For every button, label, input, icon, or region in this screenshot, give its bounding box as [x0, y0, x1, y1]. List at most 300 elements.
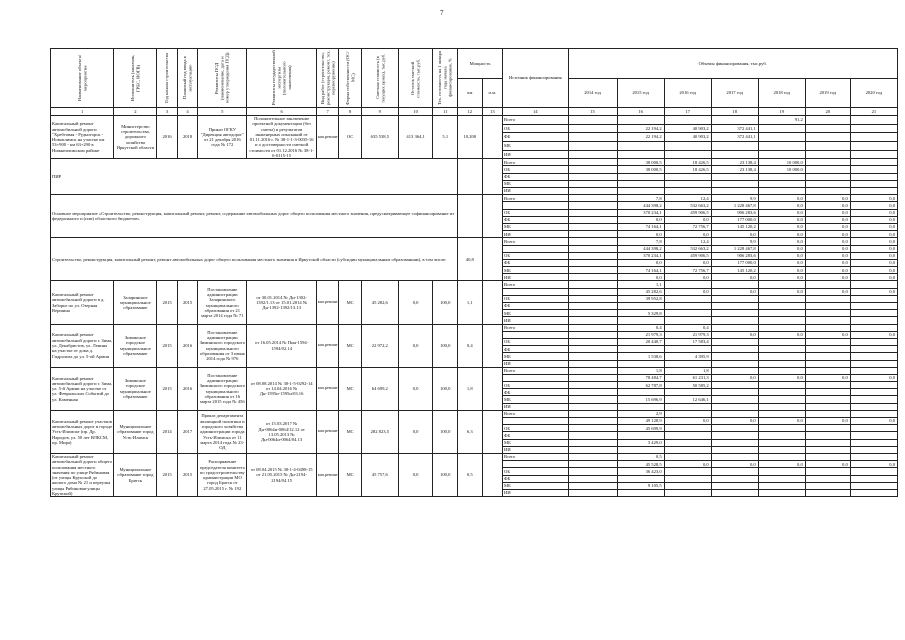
- header-year-2019: 2019 год: [805, 78, 850, 108]
- ownership-cell: МС: [339, 410, 362, 453]
- amount-cell: [758, 439, 805, 446]
- work-type-cell: кап.ремонт: [316, 281, 339, 324]
- amount-cell: 0,0: [664, 274, 711, 281]
- amount-cell: [805, 410, 850, 417]
- amount-cell: 0,0: [617, 259, 664, 266]
- amount-cell: [850, 453, 897, 460]
- amount-cell: [711, 116, 758, 125]
- km-cell: [458, 159, 483, 195]
- amount-cell: [758, 432, 805, 439]
- table-row: [51, 324, 898, 331]
- amount-cell: [850, 489, 897, 496]
- work-type-cell: кап.ремонт: [316, 453, 339, 496]
- km-cell: 6,3: [458, 410, 483, 453]
- amount-cell: 7,8: [617, 238, 664, 245]
- funding-source: МБ: [503, 439, 568, 446]
- amount-cell: 0,0: [617, 274, 664, 281]
- amount-cell: 40 903,2: [664, 133, 711, 142]
- amount-cell: [805, 468, 850, 475]
- column-number: 15: [568, 108, 617, 116]
- amount-cell: 0,0: [850, 331, 897, 338]
- funding-source: МБ: [503, 141, 568, 150]
- funding-source: ОБ: [503, 382, 568, 389]
- amount-cell: [568, 231, 617, 238]
- funding-source: [503, 374, 568, 381]
- amount-cell: 0,0: [664, 259, 711, 266]
- amount-cell: 0,0: [758, 418, 805, 425]
- amount-cell: [711, 403, 758, 410]
- funding-source: ФБ: [503, 133, 568, 142]
- amount-cell: [617, 188, 664, 195]
- amount-cell: [805, 150, 850, 159]
- amount-cell: [568, 252, 617, 259]
- funding-source: [503, 331, 568, 338]
- amount-cell: 62 787,8: [617, 382, 664, 389]
- funding-source: ИИ: [503, 360, 568, 367]
- amount-cell: 9,9: [711, 238, 758, 245]
- psd-cell: Приказ ОГКУ "Дирекция автодорог" от 21 декабря 2016 года № 172: [198, 116, 247, 159]
- funding-source: ИИ: [503, 150, 568, 159]
- amount-cell: [711, 317, 758, 324]
- column-number: 8: [339, 108, 362, 116]
- amount-cell: [711, 439, 758, 446]
- header-year-2018: 2018 год: [758, 78, 805, 108]
- remaining-cell: 0,0: [398, 324, 433, 367]
- header-name: Наименование объекта/мероприятия: [51, 49, 114, 108]
- amount-cell: 91,2: [758, 116, 805, 125]
- amount-cell: 50 585,2: [664, 382, 711, 389]
- header-pm: п.м.: [482, 78, 502, 108]
- funding-source: МБ: [503, 223, 568, 230]
- amount-cell: 38 000,5: [617, 159, 664, 166]
- executor-cell: Муниципальное образование город Братск: [114, 453, 157, 496]
- cost-cell: 45 282,6: [361, 281, 398, 324]
- amount-cell: [568, 461, 617, 468]
- amount-cell: 444 398,2: [617, 245, 664, 252]
- remaining-cell: 413 364,1: [398, 116, 433, 159]
- amount-cell: [850, 468, 897, 475]
- amount-cell: [850, 133, 897, 142]
- amount-cell: [850, 367, 897, 374]
- column-number: 9: [361, 108, 398, 116]
- amount-cell: [664, 475, 711, 482]
- header-remaining: Остаток сметной стоимости, тыс.руб.: [398, 49, 433, 108]
- amount-cell: [805, 188, 850, 195]
- amount-cell: 0,0: [805, 245, 850, 252]
- amount-cell: 23 138,4: [711, 159, 758, 166]
- amount-cell: [805, 303, 850, 310]
- funding-source: ФБ: [503, 259, 568, 266]
- funding-source: МБ: [503, 180, 568, 187]
- amount-cell: [568, 274, 617, 281]
- amount-cell: 0,0: [758, 267, 805, 274]
- amount-cell: [805, 439, 850, 446]
- amount-cell: 2,9: [617, 410, 664, 417]
- amount-cell: [850, 295, 897, 302]
- expertise-cell: от 08.04.2015 № 38-1-4-0498-15 от 21.05.2015 № Дн-2194-2194/04.15: [247, 453, 317, 496]
- amount-cell: [617, 489, 664, 496]
- amount-cell: [568, 216, 617, 223]
- amount-cell: [711, 346, 758, 353]
- amount-cell: 0,0: [758, 245, 805, 252]
- amount-cell: 1,8: [617, 367, 664, 374]
- funding-source: ОБ: [503, 209, 568, 216]
- amount-cell: [758, 295, 805, 302]
- table-body: [51, 116, 898, 497]
- amount-cell: [664, 489, 711, 496]
- km-cell: 40,8: [458, 238, 483, 281]
- amount-cell: [805, 281, 850, 288]
- amount-cell: 0,0: [850, 202, 897, 209]
- amount-cell: 0,0: [850, 209, 897, 216]
- amount-cell: [850, 403, 897, 410]
- amount-cell: [758, 141, 805, 150]
- start-year-cell: 2015: [157, 281, 177, 324]
- end-year-cell: 2016: [177, 367, 197, 410]
- ownership-cell: ОС: [339, 116, 362, 159]
- amount-cell: [568, 439, 617, 446]
- amount-cell: [850, 303, 897, 310]
- funding-source: ОБ: [503, 468, 568, 475]
- amount-cell: 0,0: [758, 195, 805, 202]
- amount-cell: 0,0: [850, 461, 897, 468]
- amount-cell: [805, 124, 850, 133]
- amount-cell: [711, 432, 758, 439]
- column-number: 16: [617, 108, 664, 116]
- amount-cell: [568, 482, 617, 489]
- amount-cell: [758, 124, 805, 133]
- amount-cell: [805, 159, 850, 166]
- amount-cell: [758, 382, 805, 389]
- amount-cell: [617, 346, 664, 353]
- amount-cell: [568, 281, 617, 288]
- amount-cell: [664, 317, 711, 324]
- object-name: Капитальный ремонт автомобильной дороги в д. Заборье по ул. Озерная Вершина: [51, 281, 114, 324]
- amount-cell: [850, 150, 897, 159]
- amount-cell: 0,0: [664, 216, 711, 223]
- amount-cell: [805, 173, 850, 180]
- header-year-2016: 2016 год: [664, 78, 711, 108]
- column-number: 5: [198, 108, 247, 116]
- amount-cell: [711, 150, 758, 159]
- start-year-cell: 2015: [157, 324, 177, 367]
- amount-cell: [758, 389, 805, 396]
- funding-source: ИИ: [503, 317, 568, 324]
- amount-cell: 0,0: [711, 274, 758, 281]
- amount-cell: [805, 453, 850, 460]
- amount-cell: [711, 389, 758, 396]
- amount-cell: [850, 159, 897, 166]
- amount-cell: [617, 317, 664, 324]
- funding-source: Всего: [503, 238, 568, 245]
- funding-source: ФБ: [503, 475, 568, 482]
- amount-cell: 49 128,9: [617, 418, 664, 425]
- amount-cell: 0,0: [850, 238, 897, 245]
- amount-cell: 1,1: [617, 281, 664, 288]
- amount-cell: 906 283,6: [711, 252, 758, 259]
- amount-cell: [758, 346, 805, 353]
- funding-source: ИИ: [503, 231, 568, 238]
- amount-cell: [711, 425, 758, 432]
- funding-source: ОБ: [503, 252, 568, 259]
- amount-cell: 18 426,5: [664, 159, 711, 166]
- section-title: Основное мероприятие «Строительство, реконструкция, капитальный ремонт, ремонт, содержание автомобильных дорог общего пользования местного значения, предусматривающее софинансирование из федерального и (или) областного бюджетов»: [51, 195, 458, 238]
- end-year-cell: 2015: [177, 281, 197, 324]
- amount-cell: [664, 482, 711, 489]
- funding-source: [503, 202, 568, 209]
- amount-cell: 0,0: [805, 461, 850, 468]
- header-year-2014: 2014 год: [568, 78, 617, 108]
- amount-cell: [758, 360, 805, 367]
- header-start-year: Год начала строительства: [157, 49, 177, 108]
- amount-cell: [568, 188, 617, 195]
- amount-cell: [568, 317, 617, 324]
- amount-cell: [758, 446, 805, 453]
- amount-cell: 0,0: [850, 288, 897, 295]
- amount-cell: [850, 396, 897, 403]
- amount-cell: [850, 439, 897, 446]
- funding-source: ФБ: [503, 216, 568, 223]
- amount-cell: 36 423,0: [617, 468, 664, 475]
- km-cell: 0,4: [458, 324, 483, 367]
- amount-cell: [617, 303, 664, 310]
- amount-cell: [711, 382, 758, 389]
- amount-cell: [758, 188, 805, 195]
- amount-cell: [617, 180, 664, 187]
- column-number: 6: [247, 108, 317, 116]
- start-year-cell: 2016: [157, 116, 177, 159]
- amount-cell: 20 440,7: [617, 338, 664, 345]
- amount-cell: [568, 367, 617, 374]
- amount-cell: 61 231,3: [664, 374, 711, 381]
- funding-source: ОБ: [503, 295, 568, 302]
- amount-cell: [758, 475, 805, 482]
- amount-cell: [664, 116, 711, 125]
- km-cell: 1,8: [458, 367, 483, 410]
- amount-cell: [664, 403, 711, 410]
- pm-cell: [482, 453, 502, 496]
- amount-cell: [664, 303, 711, 310]
- amount-cell: [568, 410, 617, 417]
- pm-cell: [482, 159, 502, 195]
- amount-cell: [617, 432, 664, 439]
- funding-source: МБ: [503, 482, 568, 489]
- amount-cell: [568, 331, 617, 338]
- amount-cell: [568, 195, 617, 202]
- amount-cell: [664, 446, 711, 453]
- amount-cell: [805, 317, 850, 324]
- amount-cell: [711, 141, 758, 150]
- amount-cell: [805, 482, 850, 489]
- amount-cell: [805, 389, 850, 396]
- cost-cell: 22 972,2: [361, 324, 398, 367]
- end-year-cell: 2018: [177, 116, 197, 159]
- remaining-cell: 0,0: [398, 453, 433, 496]
- amount-cell: 10 000,0: [758, 159, 805, 166]
- amount-cell: 0,0: [850, 418, 897, 425]
- amount-cell: 0,0: [711, 461, 758, 468]
- funding-source: Всего: [503, 367, 568, 374]
- amount-cell: 9 105,5: [617, 482, 664, 489]
- amount-cell: [850, 281, 897, 288]
- amount-cell: 74 164,1: [617, 267, 664, 274]
- amount-cell: [664, 346, 711, 353]
- ownership-cell: МС: [339, 324, 362, 367]
- column-number: 18: [711, 108, 758, 116]
- column-number: 11: [433, 108, 458, 116]
- financing-table: [50, 48, 898, 497]
- amount-cell: [711, 338, 758, 345]
- amount-cell: 532 663,2: [664, 245, 711, 252]
- funding-source: МБ: [503, 353, 568, 360]
- amount-cell: [805, 116, 850, 125]
- column-number: 19: [758, 108, 805, 116]
- object-name: Капитальный ремонт автомобильной дороги "Хребтовая - Рудногорск - Новоилимск на участке км 53+900 - км 63+290 в Нижнеилимском районе: [51, 116, 114, 159]
- amount-cell: [850, 475, 897, 482]
- amount-cell: [758, 489, 805, 496]
- amount-cell: 9,9: [711, 195, 758, 202]
- funding-source: ОБ: [503, 338, 568, 345]
- amount-cell: 0,0: [850, 374, 897, 381]
- amount-cell: [617, 389, 664, 396]
- amount-cell: [805, 446, 850, 453]
- object-name: Капитальный ремонт автомобильной дороги г. Зима, ул. 5-й Армии на участке от ул. Февральских Событий до ул. Каменная: [51, 367, 114, 410]
- amount-cell: 532 663,2: [664, 202, 711, 209]
- expertise-cell: от 16.05.2014 № Пин-1594-1594/02.14: [247, 324, 317, 367]
- amount-cell: 906 283,6: [711, 209, 758, 216]
- amount-cell: [617, 116, 664, 125]
- km-cell: 1,1: [458, 281, 483, 324]
- amount-cell: [758, 396, 805, 403]
- amount-cell: 0,0: [805, 274, 850, 281]
- amount-cell: [617, 141, 664, 150]
- amount-cell: [758, 180, 805, 187]
- header-readiness: Тех. готовность на 1 января года начала финансирования, %: [433, 49, 458, 108]
- amount-cell: 0,0: [664, 461, 711, 468]
- amount-cell: [568, 489, 617, 496]
- amount-cell: [850, 141, 897, 150]
- pm-cell: [482, 116, 502, 159]
- amount-cell: [850, 432, 897, 439]
- amount-cell: [850, 166, 897, 173]
- amount-cell: [568, 209, 617, 216]
- column-number: 13: [482, 108, 502, 116]
- amount-cell: [617, 150, 664, 159]
- funding-source: ФБ: [503, 303, 568, 310]
- amount-cell: [805, 425, 850, 432]
- cost-cell: 635 538,5: [361, 116, 398, 159]
- funding-source: МБ: [503, 267, 568, 274]
- amount-cell: [617, 173, 664, 180]
- amount-cell: [568, 338, 617, 345]
- amount-cell: 0,0: [758, 202, 805, 209]
- table-row: [51, 367, 898, 374]
- amount-cell: 12,4: [664, 238, 711, 245]
- amount-cell: [805, 382, 850, 389]
- amount-cell: 0,0: [850, 267, 897, 274]
- amount-cell: 0,0: [711, 288, 758, 295]
- amount-cell: [568, 389, 617, 396]
- executor-cell: Зиминское городское муниципальное образование: [114, 324, 157, 367]
- column-number: 10: [398, 108, 433, 116]
- amount-cell: [664, 141, 711, 150]
- readiness-cell: 100,0: [433, 367, 458, 410]
- amount-cell: [805, 475, 850, 482]
- amount-cell: [805, 338, 850, 345]
- amount-cell: 0,0: [758, 238, 805, 245]
- amount-cell: [758, 324, 805, 331]
- amount-cell: [664, 173, 711, 180]
- funding-source: Всего: [503, 116, 568, 125]
- amount-cell: [850, 389, 897, 396]
- amount-cell: [805, 360, 850, 367]
- header-ownership: Форма собственности (ОС/МС): [339, 49, 362, 108]
- table-row: [51, 159, 898, 166]
- amount-cell: [568, 374, 617, 381]
- amount-cell: [617, 403, 664, 410]
- amount-cell: 0,0: [805, 216, 850, 223]
- amount-cell: [758, 403, 805, 410]
- amount-cell: [850, 124, 897, 133]
- amount-cell: 1,8: [664, 367, 711, 374]
- amount-cell: [758, 133, 805, 142]
- amount-cell: 45 282,6: [617, 288, 664, 295]
- amount-cell: [711, 453, 758, 460]
- pm-cell: [482, 238, 502, 281]
- amount-cell: [664, 180, 711, 187]
- amount-cell: 0,0: [711, 231, 758, 238]
- expertise-cell: от 15.03.2017 № Дн-0064и-0064/12.12 от 13.05.2013 № Дн-0064и-0064/04.13: [247, 410, 317, 453]
- amount-cell: [805, 310, 850, 317]
- executor-cell: Министерство строительства, дорожного хозяйства Иркутской области: [114, 116, 157, 159]
- column-number: 20: [805, 108, 850, 116]
- amount-cell: 0,0: [850, 245, 897, 252]
- funding-source: Всего: [503, 453, 568, 460]
- amount-cell: 0,0: [805, 223, 850, 230]
- amount-cell: 72 756,7: [664, 267, 711, 274]
- work-type-cell: кап.ремонт: [316, 367, 339, 410]
- object-name: Капитальный ремонт участков автомобильных дорог в городе Усть-Илимске (пр. Др. Народов, ул. 50 лет ВЛКСМ, пр. Мира): [51, 410, 114, 453]
- executor-cell: Зиминское городское муниципальное образование: [114, 367, 157, 410]
- amount-cell: [805, 166, 850, 173]
- amount-cell: 1 228 467,8: [711, 245, 758, 252]
- amount-cell: 1 228 467,8: [711, 202, 758, 209]
- expertise-cell: Положительное заключение проектной документации (без сметы) и результатов инженерных изысканий от 01.11.2016 г. № 38-1-1-3-0035-16 и о достоверности сметной стоимости от 01.12.2016 № 38-1-6-0115-15: [247, 116, 317, 159]
- cost-cell: 64 699,2: [361, 367, 398, 410]
- amount-cell: [805, 141, 850, 150]
- amount-cell: 0,0: [758, 231, 805, 238]
- amount-cell: [758, 338, 805, 345]
- column-number-row: [51, 108, 898, 116]
- funding-source: МБ: [503, 396, 568, 403]
- amount-cell: 0,0: [758, 288, 805, 295]
- amount-cell: 0,4: [617, 324, 664, 331]
- amount-cell: [568, 303, 617, 310]
- amount-cell: [758, 468, 805, 475]
- amount-cell: [711, 396, 758, 403]
- amount-cell: [758, 281, 805, 288]
- amount-cell: [850, 324, 897, 331]
- funding-source: [503, 461, 568, 468]
- amount-cell: 0,0: [805, 231, 850, 238]
- funding-source: Всего: [503, 281, 568, 288]
- amount-cell: [664, 360, 711, 367]
- psd-cell: Постановление администрации Заларинского муниципального образования от 21 марта 2014 года № 71: [198, 281, 247, 324]
- amount-cell: [568, 133, 617, 142]
- psd-cell: Распоряжение председателя комитета по градостроительству администрации МО город Братск от 27.05.2015 г. № 192: [198, 453, 247, 496]
- amount-cell: 0,0: [758, 223, 805, 230]
- amount-cell: 0,0: [664, 288, 711, 295]
